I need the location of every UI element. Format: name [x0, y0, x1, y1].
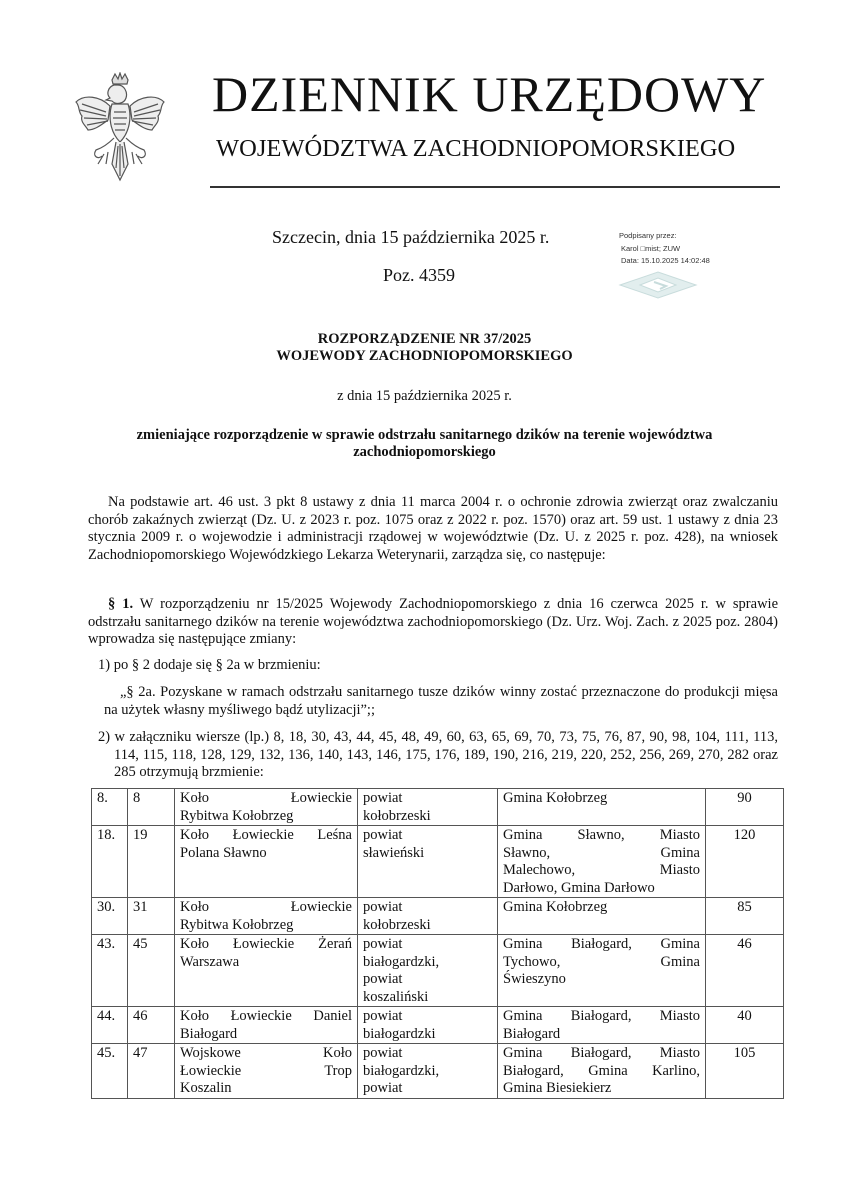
signature-verified-icon [618, 270, 698, 300]
regulation-date: z dnia 15 października 2025 r. [337, 388, 512, 404]
table-row [92, 1044, 784, 1099]
publication-city-date: Szczecin, dnia 15 października 2025 r. [272, 227, 550, 247]
cell-club: Koło Łowieckie Leśna Polana Sławno [175, 826, 358, 898]
cell-count: 40 [706, 1007, 784, 1044]
cell-number: 46 [128, 1007, 175, 1044]
journal-subtitle: WOJEWÓDZTWA ZACHODNIOPOMORSKIEGO [216, 135, 736, 162]
cell-count: 46 [706, 935, 784, 1007]
cell-club: Koło Łowieckie Daniel Białogard [175, 1007, 358, 1044]
regulation-title-line2: WOJEWODY ZACHODNIOPOMORSKIEGO [276, 348, 573, 364]
cell-count: 85 [706, 898, 784, 935]
regulation-title-line1: ROZPORZĄDZENIE NR 37/2025 [317, 331, 532, 347]
cell-number: 31 [128, 898, 175, 935]
journal-title: DZIENNIK URZĘDOWY [212, 66, 767, 122]
regulation-subject [112, 427, 737, 461]
attachment-rows-table [91, 788, 784, 1099]
cell-county: powiat kołobrzeski [358, 898, 498, 935]
cell-communes: Gmina Kołobrzeg [498, 789, 706, 826]
digital-signature-block[interactable] [619, 230, 710, 268]
signature-signer: Karol □mist; ZUW [621, 243, 681, 253]
preamble-paragraph [88, 494, 778, 564]
cell-lp: 43. [92, 935, 128, 1007]
cell-number: 45 [128, 935, 175, 1007]
amendment-item-2: 2) w załączniku wiersze (lp.) 8, 18, 30, 43, 44, 45, 48, 49, 60, 63, 65, 69, 70, 73, 75, 76, 87, 90, 98, 104, 111, 113, 114, 115, 118, 128, 129, 132, 136, 140, 143, 146, 175, 176, 189, 190, 216, 219, 220, 252, 256, 269, 270, 282 oraz 285 otrzymują brzmienie: [98, 729, 778, 780]
preamble-text: Na podstawie art. 46 ust. 3 pkt 8 ustawy z dnia 11 marca 2004 r. o ochronie zdrowia zwierząt oraz zwalczaniu chorób zakaźnych zwierząt (Dz. U. z 2023 r. poz. 1075 oraz z 2022 r. poz. 1570) oraz art. 59 ust. 1 ustawy z dnia 23 stycznia 2009 r. o wojewodzie i administracji rządowej w województwie (Dz. U. z 2025 r. poz. 428), na wniosek Zachodniopomorskiego Wojewódzkiego Lekarza Weterynarii, zarządza się, co następuje: [88, 494, 778, 563]
section-1-text: W rozporządzeniu nr 15/2025 Wojewody Zachodniopomorskiego z dnia 16 czerwca 2025 r. w sprawie odstrzału sanitarnego dzików na terenie województwa zachodniopomorskiego (Dz. Urz. Woj. Zach. z 2025 poz. 2804) wprowadza się następujące zmiany: [88, 596, 779, 647]
cell-club: Koło Łowieckie Żerań Warszawa [175, 935, 358, 1007]
section-1-label: § 1. [108, 596, 134, 612]
cell-club: Koło Łowieckie Rybitwa Kołobrzeg [175, 789, 358, 826]
cell-county: powiat białogardzki, powiat koszaliński [358, 935, 498, 1007]
regulation-subject-line2: zachodniopomorskiego [353, 444, 496, 460]
cell-county: powiat białogardzki [358, 1007, 498, 1044]
cell-lp: 44. [92, 1007, 128, 1044]
signature-label: Podpisany przez: [619, 231, 677, 240]
cell-count: 120 [706, 826, 784, 898]
cell-communes: Gmina Białogard, Gmina Tychowo, Gmina Świeszyno [498, 935, 706, 1007]
cell-lp: 30. [92, 898, 128, 935]
cell-club: Koło Łowieckie Rybitwa Kołobrzeg [175, 898, 358, 935]
cell-county: powiat sławieński [358, 826, 498, 898]
cell-number: 19 [128, 826, 175, 898]
cell-club: Wojskowe Koło Łowieckie Trop Koszalin [175, 1044, 358, 1099]
table-row [92, 935, 784, 1007]
table-row [92, 789, 784, 826]
position-number: Poz. 4359 [383, 265, 455, 285]
table-row [92, 826, 784, 898]
polish-eagle-emblem-icon [72, 72, 168, 184]
cell-number: 8 [128, 789, 175, 826]
amendment-item-1: 1) po § 2 dodaje się § 2a w brzmieniu: [98, 657, 321, 673]
cell-count: 105 [706, 1044, 784, 1099]
table-row [92, 1007, 784, 1044]
cell-lp: 45. [92, 1044, 128, 1099]
amendment-item-1-quote: „§ 2a. Pozyskane w ramach odstrzału sanitarnego tusze dzików winny zostać przeznaczone do produkcji mięsa na użytek własny myśliwego bądź utylizacji”;; [104, 684, 778, 718]
cell-communes: Gmina Sławno, Miasto Sławno, Gmina Malechowo, Miasto Darłowo, Gmina Darłowo [498, 826, 706, 898]
cell-communes: Gmina Białogard, Miasto Białogard, Gmina Karlino, Gmina Biesiekierz [498, 1044, 706, 1099]
table-row [92, 898, 784, 935]
cell-number: 47 [128, 1044, 175, 1099]
cell-communes: Gmina Kołobrzeg [498, 898, 706, 935]
cell-county: powiat kołobrzeski [358, 789, 498, 826]
cell-lp: 8. [92, 789, 128, 826]
regulation-subject-line1: zmieniające rozporządzenie w sprawie odstrzału sanitarnego dzików na terenie województwa [136, 427, 713, 443]
section-1-paragraph [88, 596, 778, 649]
header-divider [210, 186, 780, 188]
cell-county: powiat białogardzki, powiat [358, 1044, 498, 1099]
cell-lp: 18. [92, 826, 128, 898]
signature-date: Data: 15.10.2025 14:02:48 [621, 256, 710, 265]
cell-count: 90 [706, 789, 784, 826]
cell-communes: Gmina Białogard, Miasto Białogard [498, 1007, 706, 1044]
